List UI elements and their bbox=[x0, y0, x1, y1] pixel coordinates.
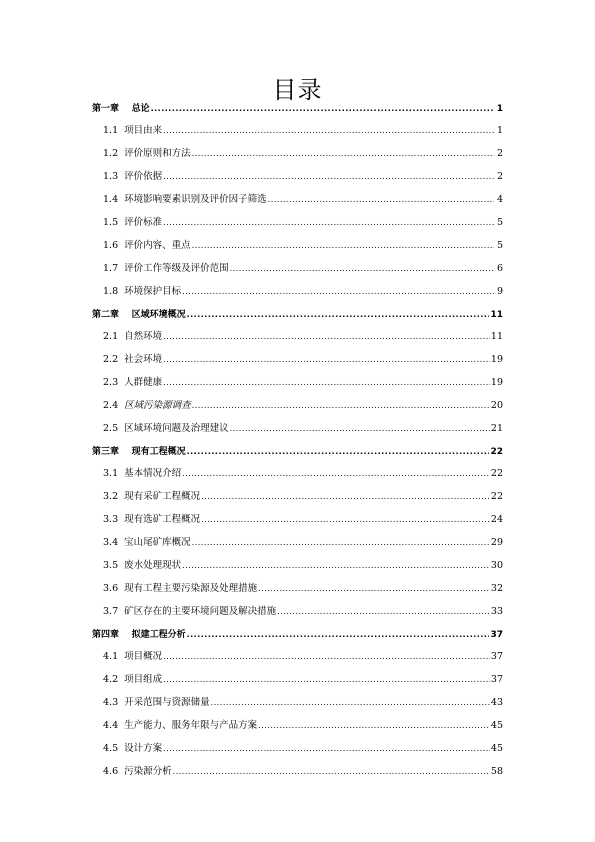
toc-section-entry[interactable] bbox=[92, 467, 503, 490]
toc-leader-dots bbox=[192, 399, 490, 413]
toc-leader-dots bbox=[201, 490, 490, 504]
toc-entry-number: 4.3 bbox=[103, 697, 119, 708]
toc-section-entry[interactable] bbox=[92, 673, 503, 696]
toc-entry-label: 区域环境概况 bbox=[131, 310, 186, 320]
toc-entry-number: 1.6 bbox=[103, 240, 119, 251]
toc-entry-label: 社会环境 bbox=[124, 354, 163, 365]
toc-entry-number: 3.6 bbox=[103, 583, 119, 594]
toc-entry-label: 环境影响要素识别及评价因子筛选 bbox=[124, 194, 267, 205]
toc-entry-number: 2.4 bbox=[103, 400, 119, 411]
toc-page-number: 45 bbox=[490, 720, 503, 731]
toc-entry-label: 评价依据 bbox=[124, 171, 163, 182]
toc-page-number: 22 bbox=[490, 491, 503, 502]
toc-entry-label: 宝山尾矿库概况 bbox=[124, 537, 191, 548]
toc-page-number: 29 bbox=[490, 537, 503, 548]
toc-entry-label: 现有工程主要污染源及处理措施 bbox=[124, 583, 258, 594]
toc-section-entry[interactable] bbox=[92, 170, 503, 193]
toc-leader-dots bbox=[163, 673, 490, 687]
toc-section-entry[interactable] bbox=[92, 353, 503, 376]
toc-section-entry[interactable] bbox=[92, 696, 503, 719]
toc-entry-number: 1.5 bbox=[103, 217, 119, 228]
toc-entry-number: 2.1 bbox=[103, 331, 119, 342]
toc-entry-label: 设计方案 bbox=[124, 743, 163, 754]
toc-section-entry[interactable] bbox=[92, 124, 503, 147]
toc-entry-number: 1.1 bbox=[103, 125, 119, 136]
toc-entry-number: 1.4 bbox=[103, 194, 119, 205]
toc-leader-dots bbox=[211, 696, 490, 710]
toc-entry-number: 1.3 bbox=[103, 171, 119, 182]
toc-entry-label: 环境保护目标 bbox=[124, 286, 182, 297]
toc-leader-dots bbox=[182, 285, 494, 299]
toc-page-number: 19 bbox=[490, 377, 503, 388]
toc-entry-number: 3.4 bbox=[103, 537, 119, 548]
toc-entry-number: 3.7 bbox=[103, 606, 119, 617]
toc-leader-dots bbox=[192, 239, 494, 253]
toc-section-entry[interactable] bbox=[92, 582, 503, 605]
toc-section-entry[interactable] bbox=[92, 559, 503, 582]
toc-entry-label: 项目概况 bbox=[124, 651, 163, 662]
toc-section-entry[interactable] bbox=[92, 536, 503, 559]
toc-leader-dots bbox=[163, 170, 494, 184]
toc-leader-dots bbox=[230, 422, 490, 436]
toc-entry-number: 2.3 bbox=[103, 377, 119, 388]
toc-page-number: 6 bbox=[496, 263, 503, 274]
toc-entry-label: 基本情况介绍 bbox=[124, 468, 182, 479]
toc-entry-number: 2.2 bbox=[103, 354, 119, 365]
toc-entry-label: 现有采矿工程概况 bbox=[124, 491, 201, 502]
toc-entry-number: 第四章 bbox=[92, 630, 120, 640]
toc-section-entry[interactable] bbox=[92, 216, 503, 239]
toc-leader-dots bbox=[230, 262, 494, 276]
toc-leader-dots bbox=[268, 193, 494, 207]
toc-leader-dots bbox=[182, 559, 490, 573]
toc-page-number: 43 bbox=[490, 697, 503, 708]
toc-entry-number: 1.7 bbox=[103, 263, 119, 274]
toc-entry-label: 现有工程概况 bbox=[131, 447, 186, 457]
toc-section-entry[interactable] bbox=[92, 422, 503, 445]
toc-entry-number: 1.2 bbox=[103, 148, 119, 159]
toc-leader-dots bbox=[163, 650, 490, 664]
toc-section-entry[interactable] bbox=[92, 147, 503, 170]
toc-entry-gap bbox=[119, 445, 132, 459]
toc-leader-dots bbox=[163, 216, 494, 230]
toc-section-entry[interactable] bbox=[92, 193, 503, 216]
toc-section-entry[interactable] bbox=[92, 765, 503, 788]
toc-leader-dots bbox=[173, 765, 490, 779]
toc-title: 目录 bbox=[272, 76, 323, 104]
toc-leader-dots bbox=[187, 445, 490, 459]
toc-leader-dots bbox=[163, 330, 490, 344]
toc-page-number: 32 bbox=[490, 583, 503, 594]
toc-entry-label: 矿区存在的主要环境问题及解决措施 bbox=[124, 606, 277, 617]
toc-entry-label: 评价原则和方法 bbox=[124, 148, 191, 159]
toc-chapter-entry[interactable] bbox=[92, 628, 503, 650]
toc-section-entry[interactable] bbox=[92, 239, 503, 262]
toc-leader-dots bbox=[192, 147, 494, 161]
toc-page-number: 30 bbox=[490, 560, 503, 571]
toc-entry-label: 项目由来 bbox=[124, 125, 163, 136]
toc-page-number: 1 bbox=[496, 125, 503, 136]
toc-page-number: 37 bbox=[490, 651, 503, 662]
toc-entry-gap bbox=[119, 308, 132, 322]
toc-page-number: 2 bbox=[496, 148, 503, 159]
toc-leader-dots bbox=[163, 742, 490, 756]
toc-section-entry[interactable] bbox=[92, 742, 503, 765]
toc-chapter-entry[interactable] bbox=[92, 102, 503, 124]
toc-section-entry[interactable] bbox=[92, 490, 503, 513]
toc-entry-gap bbox=[119, 628, 132, 642]
toc-entry-number: 3.5 bbox=[103, 560, 119, 571]
toc-entry-number: 第二章 bbox=[92, 310, 120, 320]
table-of-contents bbox=[92, 102, 503, 788]
toc-page-number: 9 bbox=[496, 286, 503, 297]
toc-leader-dots bbox=[258, 719, 490, 733]
toc-entry-number: 2.5 bbox=[103, 423, 119, 434]
toc-entry-number: 4.2 bbox=[103, 674, 119, 685]
toc-page-number: 37 bbox=[490, 674, 503, 685]
toc-leader-dots bbox=[187, 308, 490, 322]
toc-page-number: 24 bbox=[490, 514, 503, 525]
toc-page-number: 22 bbox=[490, 447, 503, 457]
toc-entry-number: 4.4 bbox=[103, 720, 119, 731]
toc-entry-label: 区域环境问题及治理建议 bbox=[124, 423, 229, 434]
toc-leader-dots bbox=[151, 102, 494, 116]
toc-page-number: 5 bbox=[496, 240, 503, 251]
toc-entry-number: 4.6 bbox=[103, 766, 119, 777]
toc-section-entry[interactable] bbox=[92, 719, 503, 742]
toc-entry-number: 3.1 bbox=[103, 468, 119, 479]
toc-entry-label: 废水处理现状 bbox=[124, 560, 182, 571]
toc-section-entry[interactable] bbox=[92, 650, 503, 673]
toc-entry-label: 项目组成 bbox=[124, 674, 163, 685]
toc-page-number: 19 bbox=[490, 354, 503, 365]
toc-entry-number: 3.2 bbox=[103, 491, 119, 502]
toc-entry-number: 4.5 bbox=[103, 743, 119, 754]
toc-entry-label: 评价内容、重点 bbox=[124, 240, 191, 251]
toc-entry-gap bbox=[119, 102, 132, 116]
toc-leader-dots bbox=[201, 513, 490, 527]
toc-entry-label: 评价标准 bbox=[124, 217, 163, 228]
toc-entry-label: 开采范围与资源储量 bbox=[124, 697, 210, 708]
toc-page-number: 58 bbox=[490, 766, 503, 777]
toc-section-entry[interactable] bbox=[92, 330, 503, 353]
toc-entry-label: 自然环境 bbox=[124, 331, 163, 342]
toc-section-entry[interactable] bbox=[92, 262, 503, 285]
toc-page-number: 45 bbox=[490, 743, 503, 754]
toc-entry-label: 生产能力、服务年限与产品方案 bbox=[124, 720, 258, 731]
toc-chapter-entry[interactable] bbox=[92, 308, 503, 330]
toc-leader-dots bbox=[258, 582, 490, 596]
toc-page-number: 2 bbox=[496, 171, 503, 182]
toc-page-number: 1 bbox=[496, 104, 503, 114]
toc-page-number: 11 bbox=[490, 310, 503, 320]
toc-page-number: 37 bbox=[490, 630, 503, 640]
toc-leader-dots bbox=[182, 467, 490, 481]
toc-entry-label: 现有选矿工程概况 bbox=[124, 514, 201, 525]
toc-entry-number: 第三章 bbox=[92, 447, 120, 457]
toc-entry-label: 人群健康 bbox=[124, 377, 163, 388]
toc-entry-label: 总论 bbox=[131, 104, 150, 114]
toc-section-entry[interactable] bbox=[92, 285, 503, 308]
toc-entry-number: 4.1 bbox=[103, 651, 119, 662]
toc-page-number: 5 bbox=[496, 217, 503, 228]
toc-leader-dots bbox=[163, 376, 490, 390]
toc-leader-dots bbox=[187, 628, 490, 642]
toc-page-number: 21 bbox=[490, 423, 503, 434]
toc-entry-label: 拟建工程分析 bbox=[131, 630, 186, 640]
toc-entry-label: 区域污染源调查 bbox=[124, 400, 191, 411]
toc-leader-dots bbox=[163, 124, 494, 138]
toc-chapter-entry[interactable] bbox=[92, 445, 503, 467]
toc-leader-dots bbox=[277, 605, 490, 619]
toc-section-entry[interactable] bbox=[92, 399, 503, 422]
toc-page-number: 4 bbox=[496, 194, 503, 205]
toc-entry-label: 评价工作等级及评价范围 bbox=[124, 263, 229, 274]
toc-entry-number: 3.3 bbox=[103, 514, 119, 525]
toc-section-entry[interactable] bbox=[92, 513, 503, 536]
toc-entry-label: 污染源分析 bbox=[124, 766, 172, 777]
toc-section-entry[interactable] bbox=[92, 376, 503, 399]
toc-page-number: 33 bbox=[490, 606, 503, 617]
toc-leader-dots bbox=[192, 536, 490, 550]
toc-page-number: 22 bbox=[490, 468, 503, 479]
toc-entry-number: 第一章 bbox=[92, 104, 120, 114]
toc-section-entry[interactable] bbox=[92, 605, 503, 628]
toc-page-number: 20 bbox=[490, 400, 503, 411]
toc-leader-dots bbox=[163, 353, 490, 367]
toc-entry-number: 1.8 bbox=[103, 286, 119, 297]
toc-page-number: 11 bbox=[490, 331, 503, 342]
